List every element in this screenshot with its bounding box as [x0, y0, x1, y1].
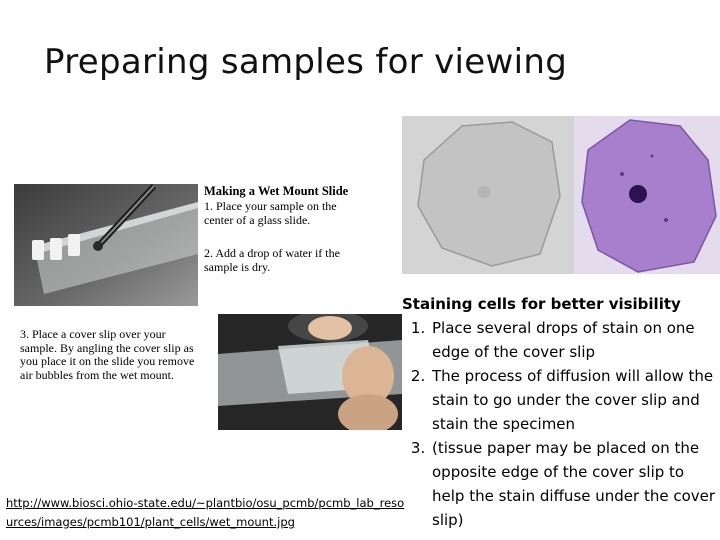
wet-mount-step-3: 3. Place a cover slip over your sample. By angling the cover slip as you place it on the slide you remove air bubbles from the wet mount. [20, 327, 195, 382]
staining-heading: Staining cells for better visibility [402, 295, 681, 313]
staining-step-3: 3. (tissue paper may be placed on the opposite edge of the cover slip to help the stain diffuse under the cover slip) [430, 436, 720, 532]
staining-step-1: 1. Place several drops of stain on one edge of the cover slip [430, 316, 720, 364]
staining-step-2: 2. The process of diffusion will allow the stain to go under the cover slip and stain the specimen [430, 364, 720, 436]
staining-instructions [402, 292, 720, 532]
wet-mount-step-1: 1. Place your sample on the center of a glass slide. [204, 199, 337, 227]
cell-stain-comparison-photo [402, 116, 720, 274]
wet-mount-heading: Making a Wet Mount Slide [204, 184, 349, 198]
source-link[interactable]: http://www.biosci.ohio-state.edu/~plantbio/osu_pcmb/pcmb_lab_resources/images/pcmb101/plant_cells/wet_mount.jpg [6, 496, 405, 529]
pipette-slide-photo [14, 184, 198, 306]
staining-steps-list [402, 316, 720, 532]
cover-slip-photo [218, 314, 402, 430]
wet-mount-step-2: 2. Add a drop of water if the sample is dry. [204, 246, 340, 274]
slide-title: Preparing samples for viewing [44, 42, 568, 82]
